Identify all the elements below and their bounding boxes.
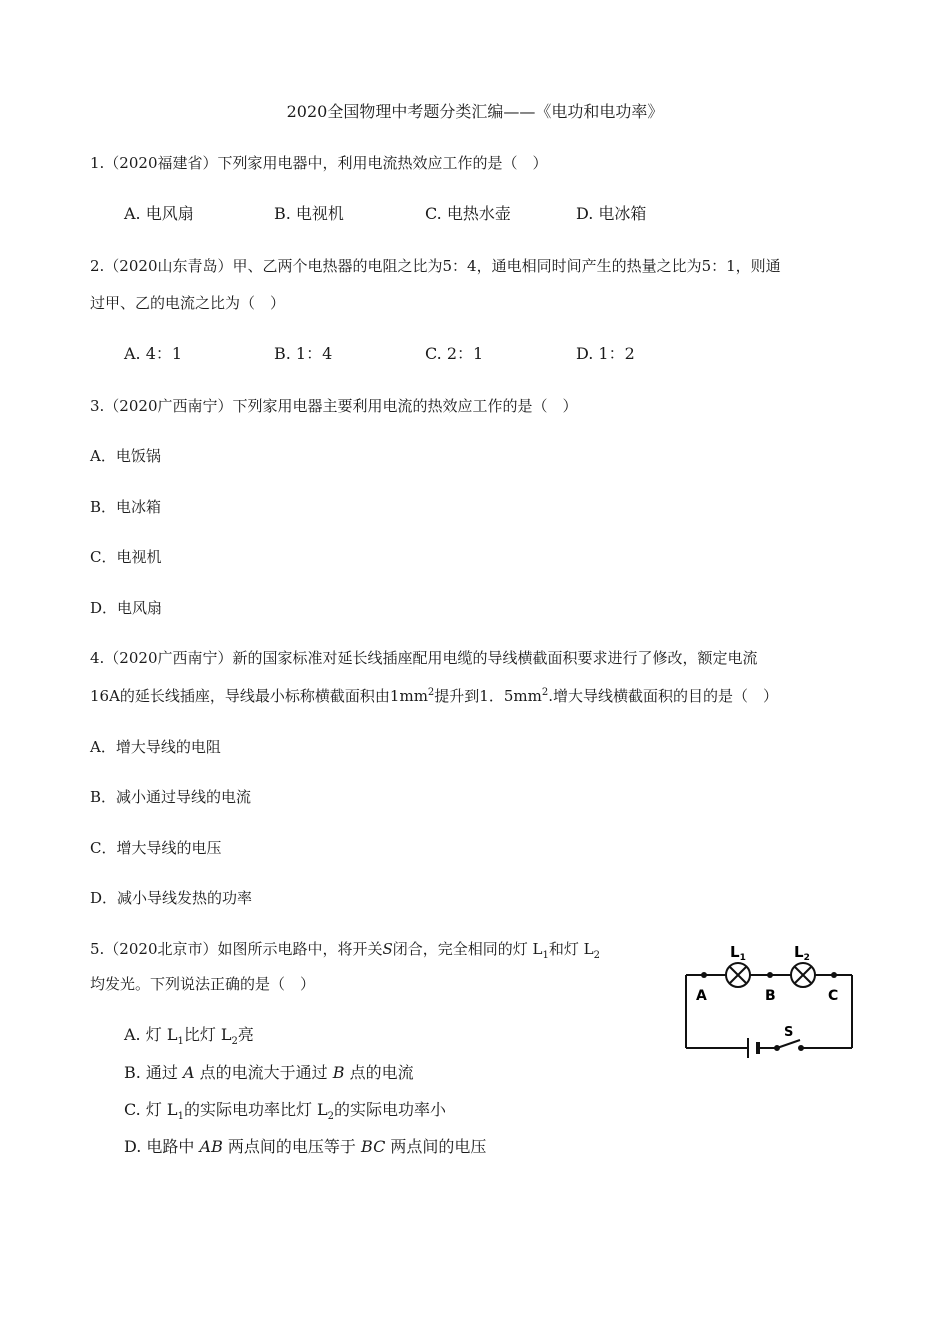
q4-option-b: B．减小通过导线的电流 — [90, 788, 252, 806]
question-4-stem-line1: 4.（2020广西南宁）新的国家标准对延长线插座配用电缆的导线横截面积要求进行了修改，额定电流 — [90, 649, 758, 667]
q5-option-a: A. 灯 $L_1$比灯 $L_2$亮 — [124, 1025, 254, 1048]
q2-option-d: D. 1：2 — [576, 344, 635, 363]
node-c-dot — [831, 972, 837, 978]
q4-option-a: A．增大导线的电阻 — [90, 738, 221, 756]
label-c: C — [828, 988, 839, 1004]
node-a-dot — [701, 972, 707, 978]
q5-option-b: B. 通过 A 点的电流大于通过 B 点的电流 — [124, 1063, 414, 1082]
q4-option-c: C．增大导线的电压 — [90, 839, 222, 857]
q3-option-b: B．电冰箱 — [90, 498, 162, 516]
q3-option-c: C．电视机 — [90, 548, 162, 566]
lamp-l1-icon — [726, 963, 750, 987]
q2-option-a: A. 4：1 — [124, 344, 183, 363]
label-s: S — [784, 1025, 794, 1040]
q1-option-c: C. 电热水壶 — [425, 204, 511, 223]
node-b-dot — [767, 972, 773, 978]
switch-icon — [775, 1040, 803, 1050]
label-b: B — [765, 988, 776, 1004]
q1-option-a: A. 电风扇 — [124, 204, 194, 223]
q2-option-b: B. 1：4 — [274, 344, 333, 363]
label-l1: $L_1$ — [730, 943, 746, 963]
circuit-diagram — [676, 930, 866, 1060]
q1-option-d: D. 电冰箱 — [576, 204, 647, 223]
question-4-stem-line2: 16A的延长线插座，导线最小标称横截面积由$1mm^2$提升到1．$5mm^2$.增大导线横截面积的目的是（ ） — [90, 687, 778, 705]
q1-option-b: B. 电视机 — [274, 204, 344, 223]
label-l2: $L_2$ — [794, 943, 810, 963]
q3-option-a: A．电饭锅 — [90, 447, 161, 465]
question-2-stem-line1: 2.（2020山东青岛）甲、乙两个电热器的电阻之比为5：4，通电相同时间产生的热量之比为5：1，则通 — [90, 257, 781, 275]
question-3-stem: 3.（2020广西南宁）下列家用电器主要利用电流的热效应工作的是（ ） — [90, 397, 578, 415]
label-a: A — [696, 988, 707, 1004]
lamp-l2-icon — [791, 963, 815, 987]
q5-option-c: C. 灯 $L_1$的实际电功率比灯 $L_2$的实际电功率小 — [124, 1100, 447, 1123]
page-title: 2020全国物理中考题分类汇编——《电功和电功率》 — [286, 102, 664, 121]
question-1-stem: 1.（2020福建省）下列家用电器中，利用电流热效应工作的是（ ） — [90, 154, 548, 172]
q3-option-d: D．电风扇 — [90, 599, 163, 617]
question-5-stem-line1: 5.（2020北京市）如图所示电路中，将开关S闭合，完全相同的灯 $L_1$和灯 $L_2$ — [90, 940, 600, 961]
question-5-stem-line2: 均发光。下列说法正确的是（ ） — [90, 975, 316, 993]
question-2-stem-line2: 过甲、乙的电流之比为（ ） — [90, 294, 286, 312]
q5-option-d: D. 电路中 AB 两点间的电压等于 BC 两点间的电压 — [124, 1137, 487, 1156]
q4-option-d: D．减小导线发热的功率 — [90, 889, 253, 907]
q2-option-c: C. 2：1 — [425, 344, 484, 363]
battery-icon — [748, 1038, 758, 1058]
